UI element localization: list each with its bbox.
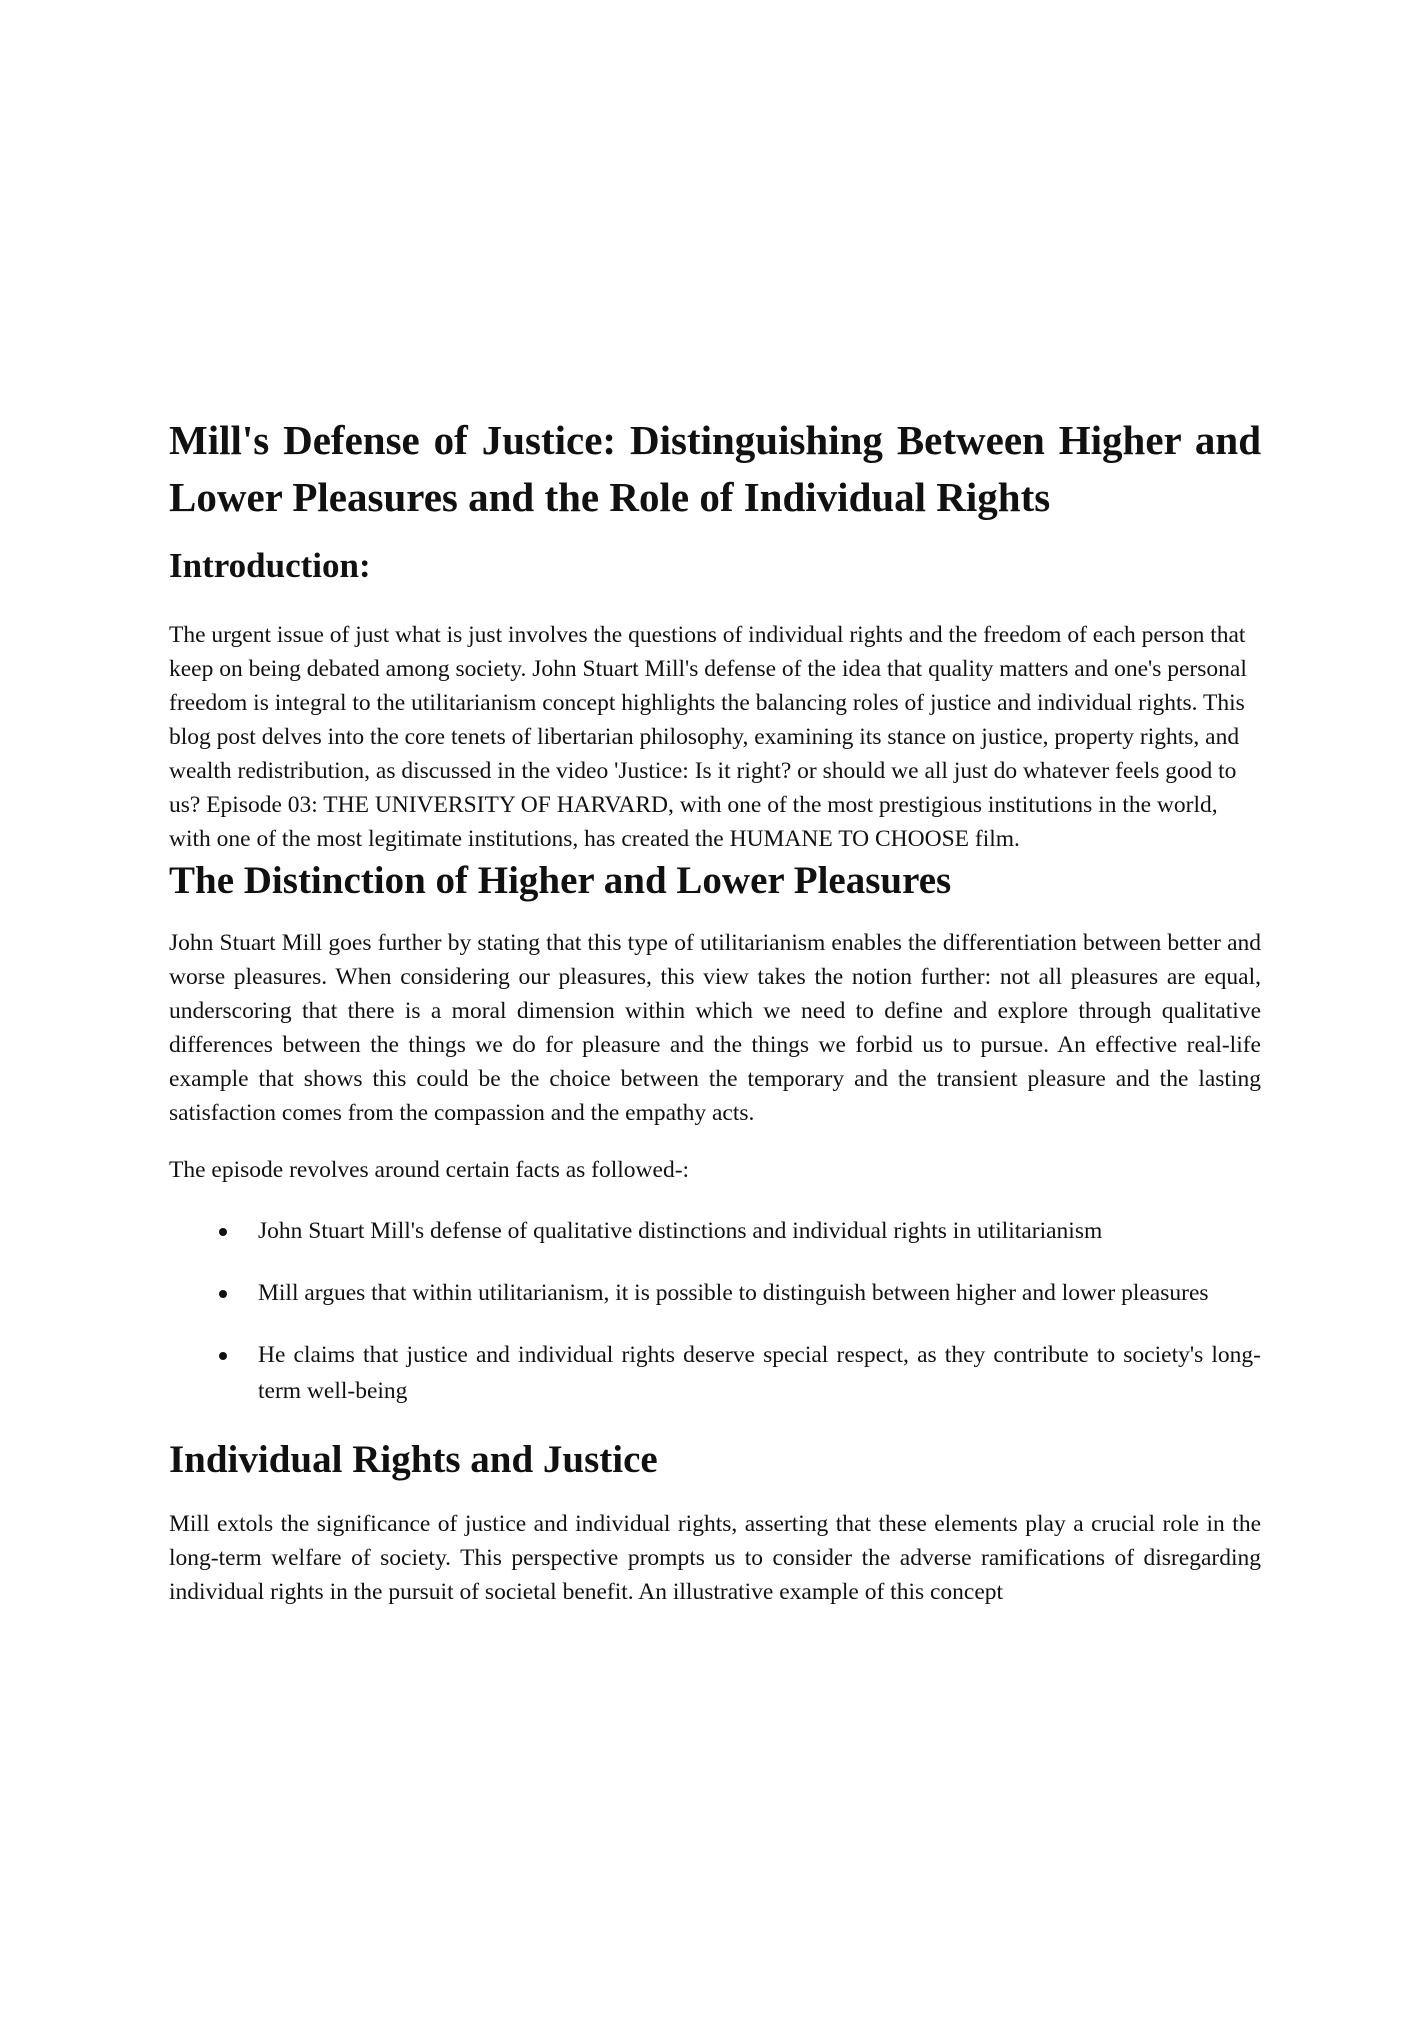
distinction-paragraph: John Stuart Mill goes further by stating that this type of utilitarianism enables the differentiation between better and worse pleasures. When considering our pleasures, this view takes the notion further: not all pleasures are equal, underscoring that there is a moral dimension within which we need to define and explore through qualitative differences between the things we do for pleasure and the things we forbid us to pursue. An effective real-life example that shows this could be the choice between the temporary and the transient pleasure and the lasting satisfaction comes from the compassion and the empathy acts.: [169, 930, 1261, 1126]
bullet-icon: [219, 1228, 227, 1236]
list-item: [169, 1337, 1261, 1409]
bullet-icon: [219, 1352, 227, 1360]
list-item: [169, 1213, 1261, 1249]
rights-heading: Individual Rights and Justice: [169, 1438, 658, 1481]
document-title: Mill's Defense of Justice: Distinguishing Between Higher and Lower Pleasures and the Role of Individual Rights: [169, 417, 1261, 520]
introduction-paragraph: The urgent issue of just what is just involves the questions of individual rights and the freedom of each person that keep on being debated among society. John Stuart Mill's defense of the idea that quality matters and one's personal freedom is integral to the utilitarianism concept highlights the balancing roles of justice and individual rights. This blog post delves into the core tenets of libertarian philosophy, examining its stance on justice, property rights, and wealth redistribution, as discussed in the video 'Justice: Is it right? or should we all just do whatever feels good to us? Episode 03: THE UNIVERSITY OF HARVARD, with one of the most prestigious institutions in the world, with one of the most legitimate institutions, has created the HUMANE TO CHOOSE film.: [169, 622, 1247, 852]
bullet-icon: [219, 1290, 227, 1298]
list-item-text: John Stuart Mill's defense of qualitative distinctions and individual rights in utilitarianism: [258, 1218, 1103, 1244]
document-body: [169, 412, 1261, 1609]
rights-paragraph: Mill extols the significance of justice and individual rights, asserting that these elements play a crucial role in the long-term welfare of society. This perspective prompts us to consider the adverse ramifications of disregarding individual rights in the pursuit of societal benefit. An illustrative example of this concept: [169, 1511, 1261, 1605]
list-item-text: He claims that justice and individual rights deserve special respect, as they contribute to society's long-term well-being: [258, 1342, 1261, 1404]
facts-lead-text: The episode revolves around certain facts as followed-:: [169, 1157, 690, 1183]
facts-list: [169, 1213, 1261, 1409]
list-item-text: Mill argues that within utilitarianism, it is possible to distinguish between higher and lower pleasures: [258, 1280, 1209, 1306]
distinction-heading: The Distinction of Higher and Lower Pleasures: [169, 859, 952, 902]
list-item: [169, 1275, 1261, 1311]
introduction-heading: Introduction:: [169, 546, 371, 585]
